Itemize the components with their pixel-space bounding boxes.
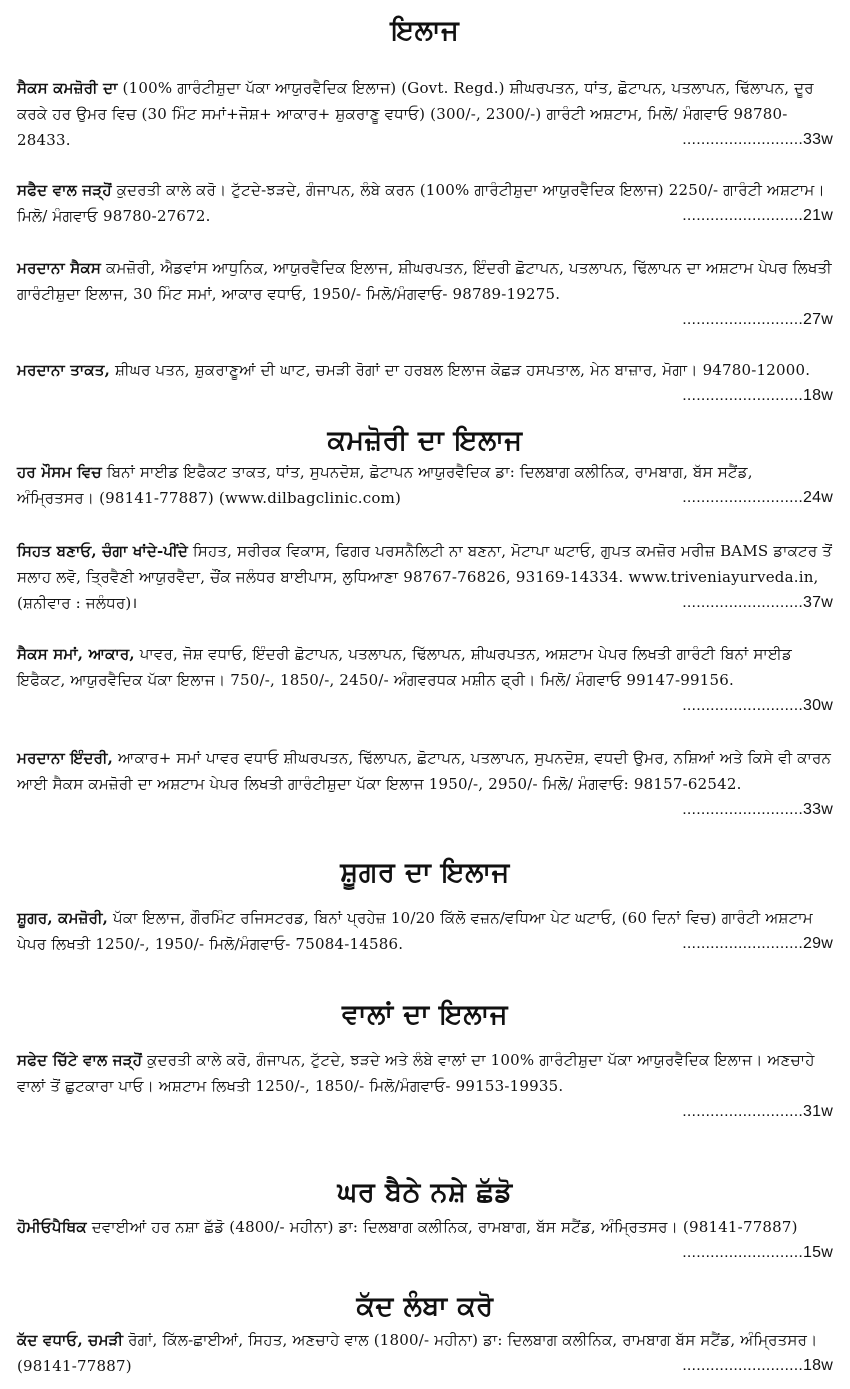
ad-body: ਕੁਦਰਤੀ ਕਾਲੇ ਕਰੋ। ਟੁੱਟਦੇ-ਝੜਦੇ, ਗੰਜਾਪਨ, ਲੰਬੇ ਕਰਨ (100% ਗਾਰੰਟੀਸ਼ੁਦਾ ਆਯੁਰਵੈਦਿਕ ਇਲਾਜ) 2250/- ਗਾਰੰਟੀ ਅਸ਼ਟਾਮ। ਮਿਲੋ/ ਮੰਗਵਾਓ 98780-27672. [17, 181, 825, 225]
ad-code: 33w [803, 131, 833, 148]
ad-code-line [682, 931, 833, 957]
ad-code: 18w [803, 387, 833, 404]
dot-leader: .......................... [682, 697, 804, 714]
ad-code-line [682, 383, 833, 409]
ad-body: ਆਕਾਰ+ ਸਮਾਂ ਪਾਵਰ ਵਧਾਓ ਸ਼ੀਘਰਪਤਨ, ਢਿੱਲਾਪਨ, ਛੋਟਾਪਨ, ਪਤਲਾਪਨ, ਸੁਪਨਦੋਸ਼, ਵਧਦੀ ਉਮਰ, ਨਸ਼ਿਆਂ ਅਤੇ ਕਿਸੇ ਵੀ ਕਾਰਨ ਆਈ ਸੈਕਸ ਕਮਜ਼ੋਰੀ ਦਾ ਅਸ਼ਟਾਮ ਪੇਪਰ ਲਿਖਤੀ ਗਾਰੰਟੀਸ਼ੁਦਾ ਪੱਕਾ ਇਲਾਜ 1950/-, 2950/- ਮਿਲੋ/ ਮੰਗਵਾਓ: 98157-62542. [17, 749, 832, 793]
ad-code-line [17, 1099, 833, 1125]
ad-listing [17, 745, 833, 823]
ad-code: 33w [803, 801, 833, 818]
dot-leader: .......................... [682, 311, 804, 328]
ad-listing [17, 255, 833, 333]
ad-listing [17, 357, 833, 409]
dot-leader: .......................... [682, 594, 804, 611]
ad-listing [17, 1214, 833, 1266]
section-heading-addiction: ਘਰ ਬੈਠੇ ਨਸ਼ੇ ਛੱਡੋ [337, 1177, 513, 1208]
dot-leader: .......................... [682, 1244, 804, 1261]
dot-leader: .......................... [682, 207, 804, 224]
ad-code-line [682, 1240, 833, 1266]
ad-body: ਪਾਵਰ, ਜੋਸ਼ ਵਧਾਓ, ਇੰਦਰੀ ਛੋਟਾਪਨ, ਪਤਲਾਪਨ, ਢਿੱਲਾਪਨ, ਸ਼ੀਘਰਪਤਨ, ਅਸ਼ਟਾਮ ਪੇਪਰ ਲਿਖਤੀ ਗਾਰੰਟੀ ਬਿਨਾਂ ਸਾਈਡ ਇਫੈਕਟ, ਆਯੁਰਵੈਦਿਕ ਪੱਕਾ ਇਲਾਜ। 750/-, 1850/-, 2450/- ਅੰਗਵਰਧਕ ਮਸ਼ੀਨ ਫ੍ਰੀ। ਮਿਲੋ/ ਮੰਗਵਾਓ 99147-99156. [17, 645, 792, 689]
ad-body: ਬਿਨਾਂ ਸਾਈਡ ਇਫੈਕਟ ਤਾਕਤ, ਧਾਂਤ, ਸੁਪਨਦੋਸ਼, ਛੋਟਾਪਨ ਆਯੁਰਵੈਦਿਕ ਡਾ: ਦਿਲਬਾਗ ਕਲੀਨਿਕ, ਰਾਮਬਾਗ, ਬੱਸ ਸਟੈਂਡ, ਅੰਮ੍ਰਿਤਸਰ। (98141-77887) (www.dilbagclinic.com) [17, 463, 753, 507]
ad-listing [17, 1047, 833, 1125]
ad-lead: ਸ਼ੂਗਰ, ਕਮਜ਼ੋਰੀ, [17, 909, 109, 927]
ad-lead: ਕੱਦ ਵਧਾਓ, ਚਮੜੀ [17, 1331, 124, 1349]
ad-lead: ਹਰ ਮੌਸਮ ਵਿਚ [17, 463, 102, 481]
ad-code: 30w [803, 697, 833, 714]
dot-leader: .......................... [682, 935, 804, 952]
ad-body: ਕੁਦਰਤੀ ਕਾਲੇ ਕਰੋ, ਗੰਜਾਪਨ, ਟੁੱਟਦੇ, ਝੜਦੇ ਅਤੇ ਲੰਬੇ ਵਾਲਾਂ ਦਾ 100% ਗਾਰੰਟੀਸ਼ੁਦਾ ਪੱਕਾ ਆਯੁਰਵੈਦਿਕ ਇਲਾਜ। ਅਣਚਾਹੇ ਵਾਲਾਂ ਤੋਂ ਛੁਟਕਾਰਾ ਪਾਓ। ਅਸ਼ਟਾਮ ਲਿਖਤੀ 1250/-, 1850/- ਮਿਲੋ/ਮੰਗਵਾਓ- 99153-19935. [17, 1051, 815, 1095]
ad-code: 27w [803, 311, 833, 328]
ad-body: ਪੱਕਾ ਇਲਾਜ, ਗੌਰਮਿੰਟ ਰਜਿਸਟਰਡ, ਬਿਨਾਂ ਪ੍ਰਹੇਜ਼ 10/20 ਕਿੱਲੋ ਵਜ਼ਨ/ਵਧਿਆ ਪੇਟ ਘਟਾਓ, (60 ਦਿਨਾਂ ਵਿਚ) ਗਾਰੰਟੀ ਅਸ਼ਟਾਮ ਪੇਪਰ ਲਿਖਤੀ 1250/-, 1950/- ਮਿਲੋ/ਮੰਗਵਾਓ- 75084-14586. [17, 909, 813, 953]
ad-lead: ਸਫੈਦ ਵਾਲ ਜੜ੍ਹੋਂ [17, 181, 112, 199]
ad-code: 15w [803, 1244, 833, 1261]
ad-code-line [682, 1353, 833, 1379]
ad-lead: ਮਰਦਾਨਾ ਤਾਕਤ, [17, 361, 111, 379]
section-heading-hair: ਵਾਲਾਂ ਦਾ ਇਲਾਜ [342, 999, 508, 1030]
dot-leader: .......................... [682, 1357, 804, 1374]
ad-lead: ਹੋਮੀਓਪੈਥਿਕ [17, 1218, 87, 1236]
ad-lead: ਮਰਦਾਨਾ ਸੈਕਸ [17, 259, 102, 277]
ad-body: ਦਵਾਈਆਂ ਹਰ ਨਸ਼ਾ ਛੱਡੋ (4800/- ਮਹੀਨਾ) ਡਾ: ਦਿਲਬਾਗ ਕਲੀਨਿਕ, ਰਾਮਬਾਗ, ਬੱਸ ਸਟੈਂਡ, ਅੰਮ੍ਰਿਤਸਰ। (98141-77887) [86, 1218, 798, 1236]
ad-listing [17, 1327, 833, 1379]
ad-body: ਰੋਗਾਂ, ਕਿੱਲ-ਛਾਈਆਂ, ਸਿਹਤ, ਅਣਚਾਹੇ ਵਾਲ (1800/- ਮਹੀਨਾ) ਡਾ: ਦਿਲਬਾਗ ਕਲੀਨਿਕ, ਰਾਮਬਾਗ ਬੱਸ ਸਟੈਂਡ, ਅੰਮ੍ਰਿਤਸਰ। (98141-77887) [17, 1331, 818, 1375]
ad-lead: ਸੈਕਸ ਕਮਜ਼ੋਰੀ ਦਾ [17, 79, 118, 97]
ad-code-line [17, 307, 833, 333]
ad-code-line [682, 127, 833, 153]
ad-code: 24w [803, 489, 833, 506]
ad-body: ਸਿਹਤ, ਸਰੀਰਕ ਵਿਕਾਸ, ਫਿਗਰ ਪਰਸਨੈਲਿਟੀ ਨਾ ਬਣਨਾ, ਮੋਟਾਪਾ ਘਟਾਓ, ਗੁਪਤ ਕਮਜ਼ੋਰ ਮਰੀਜ਼ BAMS ਡਾਕਟਰ ਤੋਂ ਸਲਾਹ ਲਵੋ, ਤ੍ਰਿਵੈਣੀ ਆਯੁਰਵੈਦਾ, ਚੌਂਕ ਜਲੰਧਰ ਬਾਈਪਾਸ, ਲੁਧਿਆਣਾ 98767-76826, 93169-14334. www.triveniayurveda.in, (ਸ਼ਨੀਵਾਰ : ਜਲੰਧਰ)। [17, 542, 833, 612]
ad-body: ਸ਼ੀਘਰ ਪਤਨ, ਸ਼ੁਕਰਾਣੂਆਂ ਦੀ ਘਾਟ, ਚਮੜੀ ਰੋਗਾਂ ਦਾ ਹਰਬਲ ਇਲਾਜ ਕੋਛੜ ਹਸਪਤਾਲ, ਮੇਨ ਬਾਜ਼ਾਰ, ਮੋਗਾ। 94780-12000. [110, 361, 811, 379]
ad-lead: ਮਰਦਾਨਾ ਇੰਦਰੀ, [17, 749, 114, 767]
dot-leader: .......................... [682, 131, 804, 148]
ad-code: 21w [803, 207, 833, 224]
ad-listing [17, 641, 833, 719]
ad-listing [17, 75, 833, 153]
dot-leader: .......................... [682, 801, 804, 818]
ad-listing [17, 459, 833, 511]
ad-code-line [682, 590, 833, 616]
section-heading-sugar: ਸ਼ੂਗਰ ਦਾ ਇਲਾਜ [340, 857, 510, 888]
section-heading-weakness: ਕਮਜ਼ੋਰੀ ਦਾ ਇਲਾਜ [327, 425, 523, 456]
ad-listing [17, 538, 833, 616]
ad-code: 37w [803, 594, 833, 611]
section-heading-height: ਕੱਦ ਲੰਬਾ ਕਰੋ [356, 1291, 494, 1322]
ad-code-line [682, 485, 833, 511]
ad-lead: ਸਫੇਦ ਚਿੱਟੇ ਵਾਲ ਜੜ੍ਹੋਂ [17, 1051, 143, 1069]
ad-lead: ਸੈਕਸ ਸਮਾਂ, ਆਕਾਰ, [17, 645, 135, 663]
ad-listing [17, 905, 833, 957]
dot-leader: .......................... [682, 1103, 804, 1120]
ad-body: (100% ਗਾਰੰਟੀਸ਼ੁਦਾ ਪੱਕਾ ਆਯੁਰਵੈਦਿਕ ਇਲਾਜ) (Govt. Regd.) ਸ਼ੀਘਰਪਤਨ, ਧਾਂਤ, ਛੋਟਾਪਨ, ਪਤਲਾਪਨ, ਢਿੱਲਾਪਨ, ਦੂਰ ਕਰਕੇ ਹਰ ਉਮਰ ਵਿਚ (30 ਮਿੰਟ ਸਮਾਂ+ਜੋਸ਼+ ਆਕਾਰ+ ਸ਼ੁਕਰਾਣੂ ਵਧਾਓ) (300/-, 2300/-) ਗਾਰੰਟੀ ਅਸ਼ਟਾਮ, ਮਿਲੋ/ ਮੰਗਵਾਓ 98780-28433. [17, 79, 814, 149]
ad-code: 31w [803, 1103, 833, 1120]
dot-leader: .......................... [682, 387, 804, 404]
ad-code-line [682, 693, 833, 719]
ad-code: 29w [803, 935, 833, 952]
ad-listing [17, 177, 833, 229]
ad-code-line [682, 203, 833, 229]
ad-code: 18w [803, 1357, 833, 1374]
ad-lead: ਸਿਹਤ ਬਣਾਓ, ਚੰਗਾ ਖਾਂਦੇ-ਪੀਂਦੇ [17, 542, 188, 560]
ad-body: ਕਮਜ਼ੋਰੀ, ਐਡਵਾਂਸ ਆਧੁਨਿਕ, ਆਯੁਰਵੈਦਿਕ ਇਲਾਜ, ਸ਼ੀਘਰਪਤਨ, ਇੰਦਰੀ ਛੋਟਾਪਨ, ਪਤਲਾਪਨ, ਢਿੱਲਾਪਨ ਦਾ ਅਸ਼ਟਾਮ ਪੇਪਰ ਲਿਖਤੀ ਗਾਰੰਟੀਸ਼ੁਦਾ ਇਲਾਜ, 30 ਮਿੰਟ ਸਮਾਂ, ਆਕਾਰ ਵਧਾਓ, 1950/- ਮਿਲੋ/ਮੰਗਵਾਓ- 98789-19275. [17, 259, 832, 303]
section-heading-treatment: ਇਲਾਜ [390, 15, 460, 46]
ad-code-line [682, 797, 833, 823]
dot-leader: .......................... [682, 489, 804, 506]
